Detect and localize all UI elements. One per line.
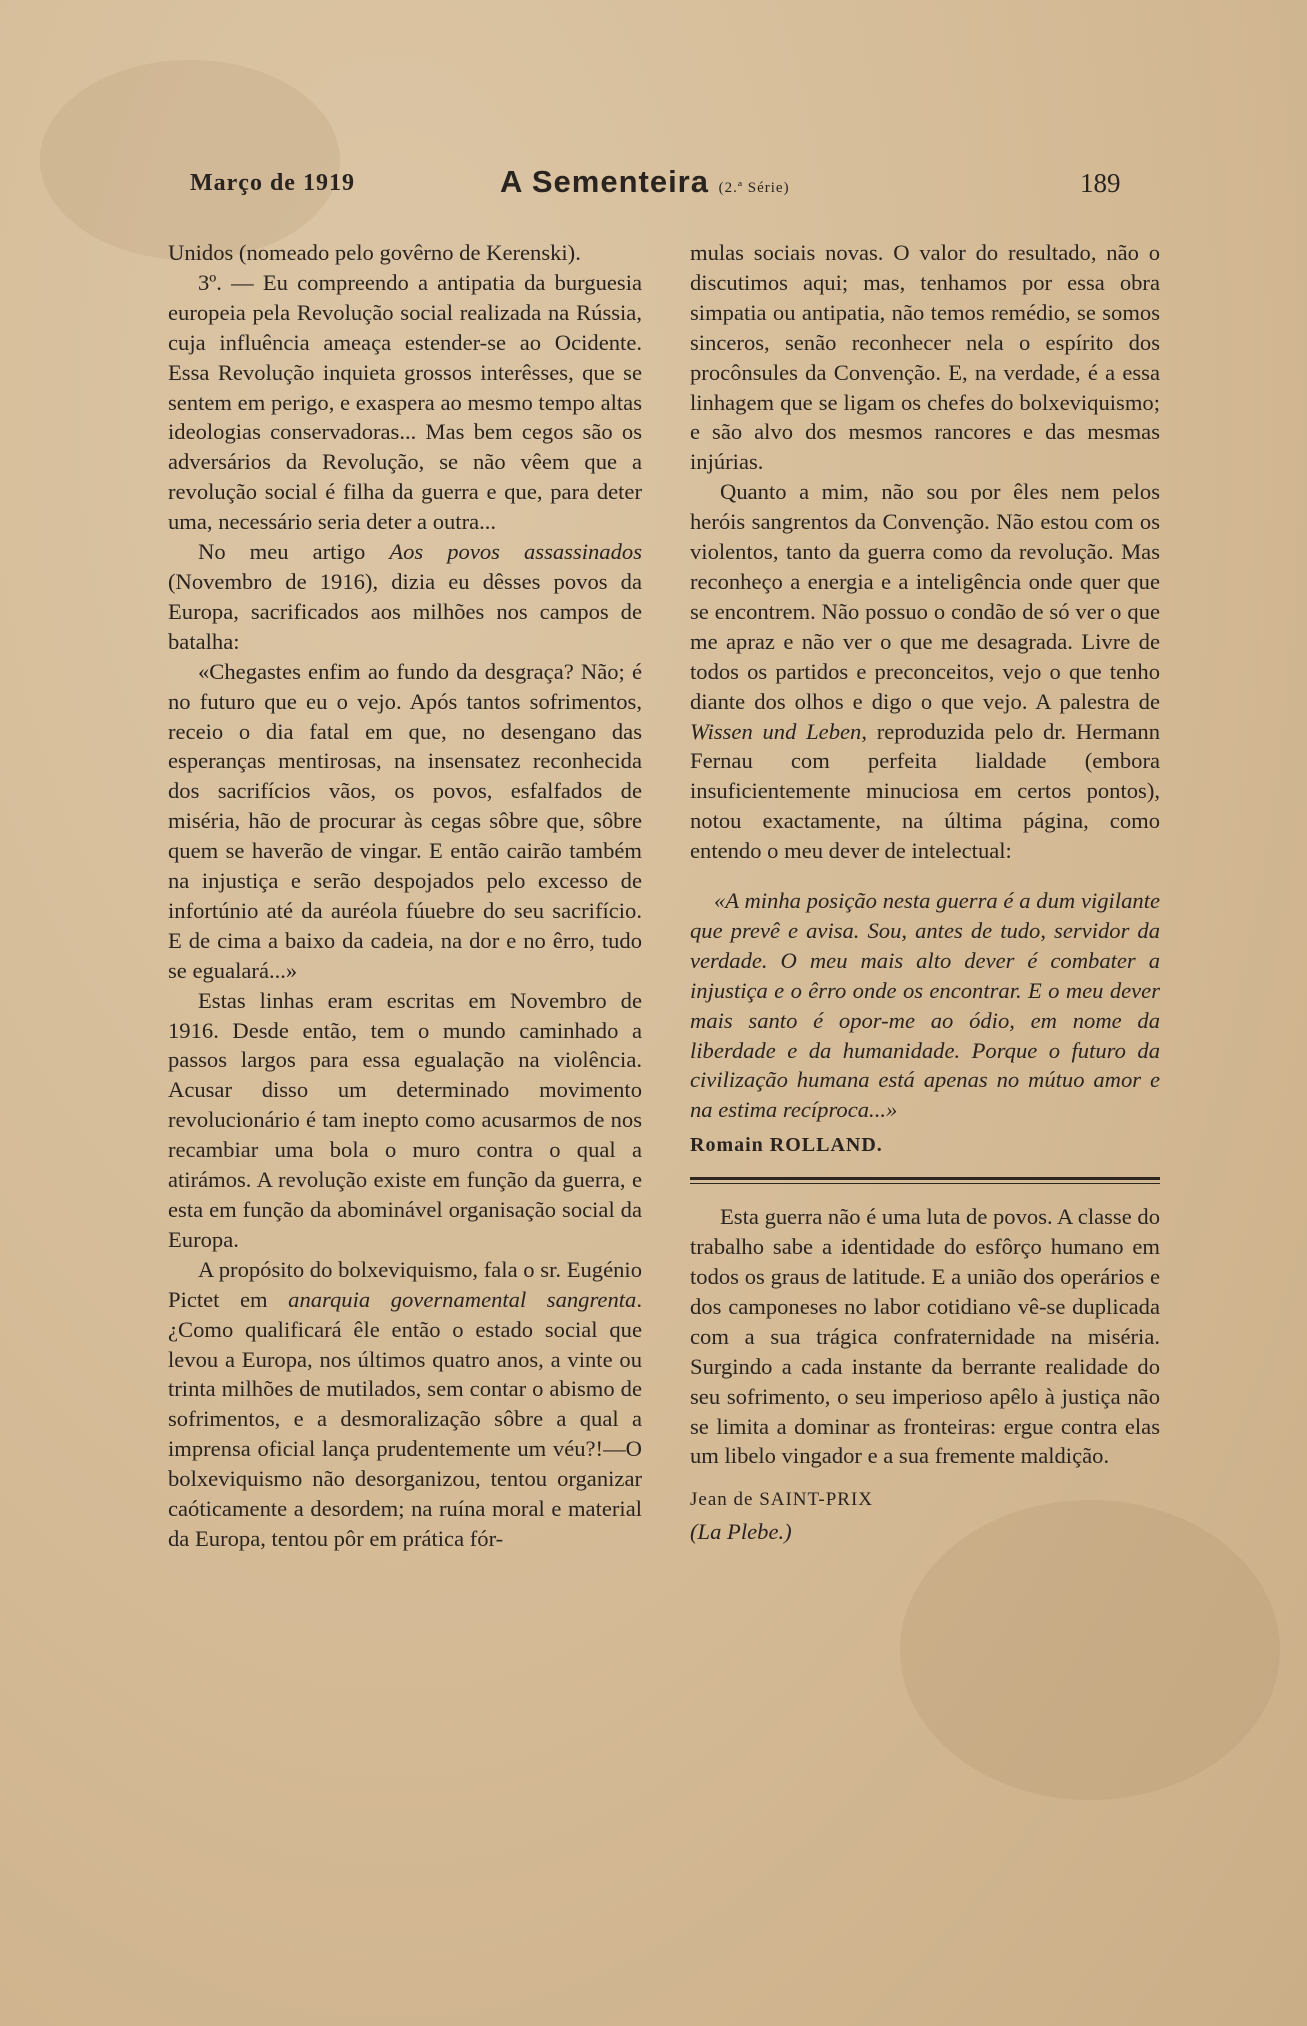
page-header (160, 160, 1160, 208)
author-signature: Jean de SAINT-PRIX (690, 1489, 874, 1511)
series-label: (2.ª Série) (718, 180, 790, 196)
page-number: 189 (1080, 168, 1121, 198)
paragraph: A propósito do bolxeviquismo, fala o sr. Eugénio Pictet em anarquia governamental sangrenta. ¿Como qualificará êle então o estado social que levou a Europa, nos últimos quatro anos, a vinte ou trinta milhões de mutilados, sem contar o abismo de sofrimentos, e a desmoralização sôbre a qual a imprensa oficial lança prudentemente um véu?!—O bolxeviquismo não desorganizou, tentou organizar caóticamente a desordem; na ruína moral e material da Europa, tentou pôr em prática fór- (168, 1256, 642, 1551)
publication-title: Wissen und Leben (690, 718, 862, 744)
right-column (690, 238, 1160, 1547)
left-column (168, 238, 642, 1554)
author-signature: Romain ROLLAND. (690, 1134, 883, 1157)
section-divider (690, 1183, 1160, 1184)
section-divider (690, 1177, 1160, 1180)
periodical-title: A Sementeira (2.ª Série) (500, 164, 790, 199)
source-citation: (La Plebe.) (690, 1519, 792, 1545)
paragraph: No meu artigo Aos povos assassinados (Novembro de 1916), dizia eu dêsses povos da Europa, sacrificados aos milhões nos campos de batalha: (168, 539, 642, 654)
quoted-phrase: anarquia governamental sangrenta (288, 1286, 637, 1312)
issue-date: Março de 1919 (190, 170, 355, 196)
paragraph: 3º. — Eu compreendo a antipatia da burguesia europeia pela Revolução social realizada na Rússia, cuja influência ameaça estender-se ao Ocidente. Essa Revolução inquieta grossos interêsses, que se sentem em perigo, e exaspera ao mesmo tempo altas ideologias conservadoras... Mas bem cegos são os adversários da Revolução, se não vêem que a revolução social é filha da guerra e que, para deter uma, necessário seria deter a outra... (168, 269, 642, 535)
paragraph: Esta guerra não é uma luta de povos. A classe do trabalho sabe a identidade do esfôrço humano em todos os graus de latitude. E a união dos operários e dos camponeses no labor cotidiano vê-se duplicada com a sua trágica confraternidade na miséria. Surgindo a cada instante da berrante realidade do seu sofrimento, o seu imperioso apêlo à justiça não se limita a dominar as fronteiras: ergue contra elas um libelo vingador e a sua fremente maldição. (690, 1204, 1160, 1469)
paragraph: Estas linhas eram escritas em Novembro de 1916. Desde então, tem o mundo caminhado a passos largos para essa egualação na violência. Acusar disso um determinado movimento revolucionário é tam inepto como acusarmos de nos recambiar uma bola o muro contra o qual a atirámos. A revolução existe em função da guerra, e esta em função da abominável organisação social da Europa. (168, 987, 642, 1252)
quoted-passage: «Chegastes enfim ao fundo da desgraça? Não; é no futuro que eu o vejo. Após tantos sofrimentos, receio o dia fatal em que, no desengano das esperanças mentirosas, na insensatez reconhecida dos sacrifícios vãos, os povos, esfalfados de miséria, hão de procurar às cegas sôbre que, sôbre quem se haverão de vingar. E então cairão também na injustiça e serão despojados pelo excesso de infortúnio até da auréola fúuebre do seu sacrifício. E de cima a baixo da cadeia, na dor e no êrro, tudo se egualará...» (168, 658, 642, 983)
article-title: Aos povos assassinados (389, 539, 642, 565)
paragraph: Quanto a mim, não sou por êles nem pelos heróis sangrentos da Convenção. Não estou com os violentos, tanto da guerra como da revolução. Mas reconheço a energia e a inteligência onde quer que se encontrem. Não possuo o condão de só ver o que me apraz e não ver o que me desagrada. Livre de todos os partidos e preconceitos, vejo o que tenho diante dos olhos e digo o que vejo. A palestra de Wissen und Leben, reproduzida pelo dr. Hermann Fernau com perfeita lialdade (embora insuficientemente minuciosa em certos pontos), notou exactamente, na última página, como entendo o meu dever de intelectual: (690, 479, 1160, 864)
paragraph: mulas sociais novas. O valor do resultado, não o discutimos aqui; mas, tenhamos por essa obra simpatia ou antipatia, não temos remédio, se somos sinceros, senão reconhecer nela o espírito dos procônsules da Convenção. E, na verdade, é a essa linhagem que se ligam os chefes do bolxeviquismo; e são alvo dos mesmos rancores e das mesmas injúrias. (690, 240, 1160, 475)
paragraph: Unidos (nomeado pelo govêrno de Kerenski). (168, 240, 581, 265)
rolland-quote: «A minha posição nesta guerra é a dum vigilante que prevê e avisa. Sou, antes de tudo, servidor da verdade. O meu mais alto dever é combater a injustiça e o êrro onde os encontrar. E o meu dever mais santo é opor-me ao ódio, em nome da liberdade e da humanidade. Porque o futuro da civilização humana está apenas no mútuo amor e na estima recíproca...» (690, 888, 1160, 1123)
